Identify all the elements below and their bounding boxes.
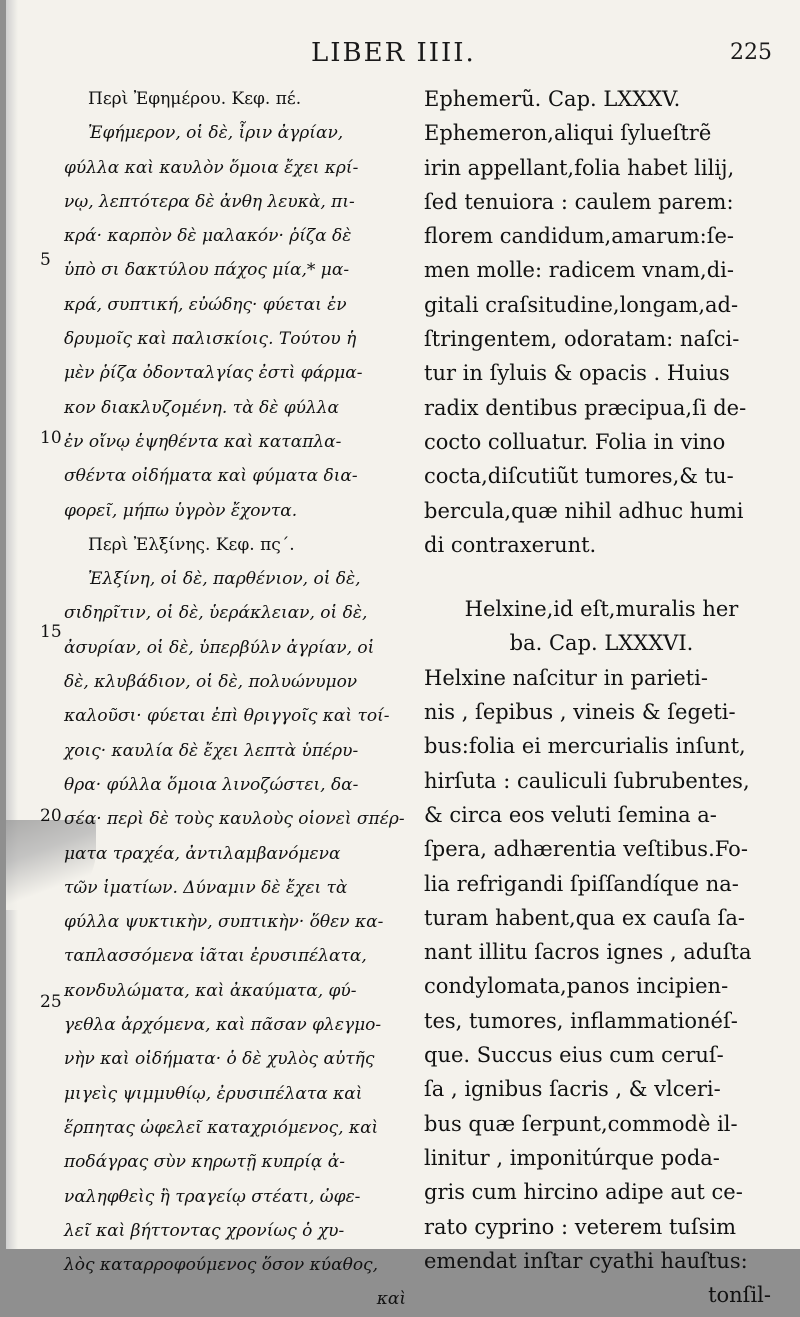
greek-text-line: ταπλασσόμενα ἰᾶται ἐρυσιπέλατα, bbox=[64, 946, 367, 967]
greek-text-line: ἀσυρίαν, οἱ δὲ, ὑπερβύλν ἀγρίαν, οἱ bbox=[64, 637, 375, 658]
latin-text-line: linitur , imponitúrque poda- bbox=[424, 1145, 720, 1170]
greek-text-line: καλοῦσι· φύεται ἐπὶ θριγγοῖς καὶ τοί- bbox=[64, 706, 390, 727]
greek-text-line: ἕρπητας ὠφελεῖ καταχριόμενος, καὶ bbox=[64, 1117, 379, 1138]
running-head: LIBER IIII. bbox=[311, 38, 476, 68]
greek-text-line: φύλλα καὶ καυλὸν ὅμοια ἔχει κρί- bbox=[64, 157, 359, 178]
book-page bbox=[6, 0, 800, 1310]
page-gutter-shadow bbox=[6, 0, 18, 1249]
latin-text-line: bus:folia ei mercurialis inſunt, bbox=[424, 734, 746, 759]
line-number: 5 bbox=[40, 250, 51, 270]
latin-text-line: bus quæ ſerpunt,commodè il- bbox=[424, 1111, 738, 1136]
greek-text-line: κονδυλώματα, καὶ ἀκαύματα, φύ- bbox=[64, 980, 357, 1001]
greek-text-line: νὴν καὶ οἰδήματα· ὁ δὲ χυλὸς αὐτῆς bbox=[64, 1049, 375, 1070]
greek-chapter-heading: Περὶ Ἐλξίνης. Κεφ. πς΄. bbox=[88, 534, 295, 555]
latin-text-line: nant illitu ſacros ignes , aduſta bbox=[424, 940, 752, 965]
latin-chapter-heading: ba. Cap. LXXXVI. bbox=[509, 631, 694, 656]
greek-text-line: σέα· περὶ δὲ τοὺς καυλοὺς οἱονεὶ σπέρ- bbox=[64, 809, 405, 830]
greek-text-line: τῶν ἱματίων. Δύναμιν δὲ ἔχει τὰ bbox=[64, 877, 348, 898]
greek-text-line: κρά, συπτική, εὐώδης· φύεται ἐν bbox=[64, 294, 347, 315]
greek-chapter-heading: Περὶ Ἐφημέρου. Κεφ. πέ. bbox=[88, 89, 302, 109]
latin-catchword: tonſil- bbox=[708, 1283, 771, 1308]
latin-text-line: hirſuta : cauliculi ſubrubentes, bbox=[424, 768, 750, 793]
latin-chapter-heading: Helxine,id eſt,muralis her bbox=[464, 597, 739, 622]
greek-text-line: σθέντα οἰδήματα καὶ φύματα δια- bbox=[64, 466, 358, 487]
latin-text-line: Helxine naſcitur in parieti- bbox=[424, 665, 708, 690]
greek-text-line: ματα τραχέα, ἀντιλαμβανόμενα bbox=[64, 843, 341, 864]
latin-text-line: emendat inſtar cyathi hauſtus: bbox=[424, 1248, 748, 1273]
latin-text-line: lia refrigandi ſpiſſandíque na- bbox=[424, 871, 739, 896]
section-gap bbox=[424, 562, 779, 592]
greek-text-line: ναληφθεὶς ἢ τραγείῳ στέατι, ὠφε- bbox=[64, 1186, 361, 1207]
latin-text-line: ſtringentem, odoratam: naſci- bbox=[424, 327, 740, 352]
latin-text-line: gitali craſsitudine,longam,ad- bbox=[424, 292, 739, 317]
line-number: 10 bbox=[40, 428, 62, 448]
latin-text-line: cocto colluatur. Folia in vino bbox=[424, 429, 726, 454]
greek-text-line: μιγεὶς ψιμμυθίῳ, ἐρυσιπέλατα καὶ bbox=[64, 1083, 363, 1104]
latin-text-line: irin appellant,folia habet lilij, bbox=[424, 155, 735, 180]
greek-text-line: γεθλα ἀρχόμενα, καὶ πᾶσαν φλεγμο- bbox=[64, 1015, 382, 1036]
greek-text-line: νῳ, λεπτότερα δὲ ἀνθη λευκὰ, πι- bbox=[64, 191, 355, 212]
latin-text-line: tes, tumores, inflammationéſ- bbox=[424, 1008, 738, 1033]
greek-column bbox=[64, 82, 414, 1317]
greek-text-line: λὸς καταρροφούμενος ὅσον κύαθος, bbox=[64, 1255, 378, 1276]
latin-text-line: gris cum hircino adipe aut ce- bbox=[424, 1180, 743, 1205]
greek-text-line: δὲ, κλυβάδιον, οἱ δὲ, πολυώνυμον bbox=[64, 672, 358, 693]
greek-text-line: κρά· καρπὸν δὲ μαλακόν· ῥίζα δὲ bbox=[64, 226, 352, 247]
latin-text-line: di contraxerunt. bbox=[424, 532, 597, 557]
latin-chapter-heading: Ephemerũ. Cap. LXXXV. bbox=[424, 87, 681, 111]
greek-text-line: σιδηρῖτιν, οἱ δὲ, ὑεράκλειαν, οἱ δὲ, bbox=[64, 603, 368, 624]
latin-text-line: & circa eos veluti ſemina a- bbox=[424, 802, 717, 827]
latin-text-line: men molle: radicem vnam,di- bbox=[424, 258, 734, 283]
greek-text-line: φορεῖ, μήπω ὑγρὸν ἔχοντα. bbox=[64, 500, 298, 521]
latin-text-line: turam habent,qua ex cauſa ſa- bbox=[424, 905, 745, 930]
greek-text-line: ὑπὸ σι δακτύλου πάχος μία,* μα- bbox=[64, 260, 350, 281]
latin-text-line: florem candidum,amarum:ſe- bbox=[424, 224, 735, 249]
greek-text-line: ποδάγρας σὺν κηρωτῇ κυπρίᾳ ἀ- bbox=[64, 1152, 345, 1173]
greek-text-line: μὲν ῥίζα ὀδονταλγίας ἐστὶ φάρμα- bbox=[64, 363, 363, 384]
latin-text-line: ſed tenuiora : caulem parem: bbox=[424, 189, 734, 214]
latin-text-line: Ephemeron,aliqui ſylueſtrẽ bbox=[424, 121, 712, 146]
latin-column bbox=[424, 82, 779, 1312]
latin-text-line: condylomata,panos incipien- bbox=[424, 974, 729, 999]
greek-text-line: κον διακλυζομένη. τὰ δὲ φύλλα bbox=[64, 397, 340, 418]
latin-text-line: nis , ſepibus , vineis & ſegeti- bbox=[424, 700, 736, 725]
line-number: 25 bbox=[40, 992, 62, 1012]
line-number: 20 bbox=[40, 806, 62, 826]
page-number: 225 bbox=[730, 40, 772, 65]
latin-text-line: rato cyprino : veterem tuſsim bbox=[424, 1214, 737, 1239]
latin-text-line: ſpera, adhærentia veſtibus.Fo- bbox=[424, 837, 748, 862]
greek-text-line: Ἐφήμερον, οἱ δὲ, ἶριν ἀγρίαν, bbox=[88, 123, 344, 144]
greek-text-line: Ἐλξίνη, οἱ δὲ, παρθένιον, οἱ δὲ, bbox=[88, 569, 361, 590]
greek-text-line: δρυμοῖς καὶ παλισκίοις. Τούτου ἡ bbox=[64, 329, 357, 350]
line-number: 15 bbox=[40, 622, 62, 642]
greek-text-line: χοις· καυλία δὲ ἔχει λεπτὰ ὑπέρυ- bbox=[64, 740, 359, 761]
greek-text-line: ἐν οἴνῳ ἑψηθέντα καὶ καταπλα- bbox=[64, 431, 342, 452]
latin-text-line: radix dentibus præcipua,ſi de- bbox=[424, 395, 747, 420]
greek-catchword: καὶ bbox=[376, 1289, 406, 1310]
latin-text-line: que. Succus eius cum ceruſ- bbox=[424, 1043, 724, 1068]
greek-text-line: θρα· φύλλα ὅμοια λινοζώστει, δα- bbox=[64, 774, 359, 795]
greek-text-line: φύλλα ψυκτικὴν, συπτικὴν· ὅθεν κα- bbox=[64, 912, 384, 933]
page-header bbox=[6, 38, 800, 78]
latin-text-line: cocta,diſcutiũt tumores,& tu- bbox=[424, 464, 734, 489]
latin-text-line: tur in ſyluis & opacis . Huius bbox=[424, 361, 730, 386]
latin-text-line: bercula,quæ nihil adhuc humi bbox=[424, 498, 744, 523]
latin-text-line: ſa , ignibus ſacris , & vlceri- bbox=[424, 1077, 721, 1102]
greek-text-line: λεῖ καὶ βήττοντας χρονίως ὁ χυ- bbox=[64, 1220, 345, 1241]
